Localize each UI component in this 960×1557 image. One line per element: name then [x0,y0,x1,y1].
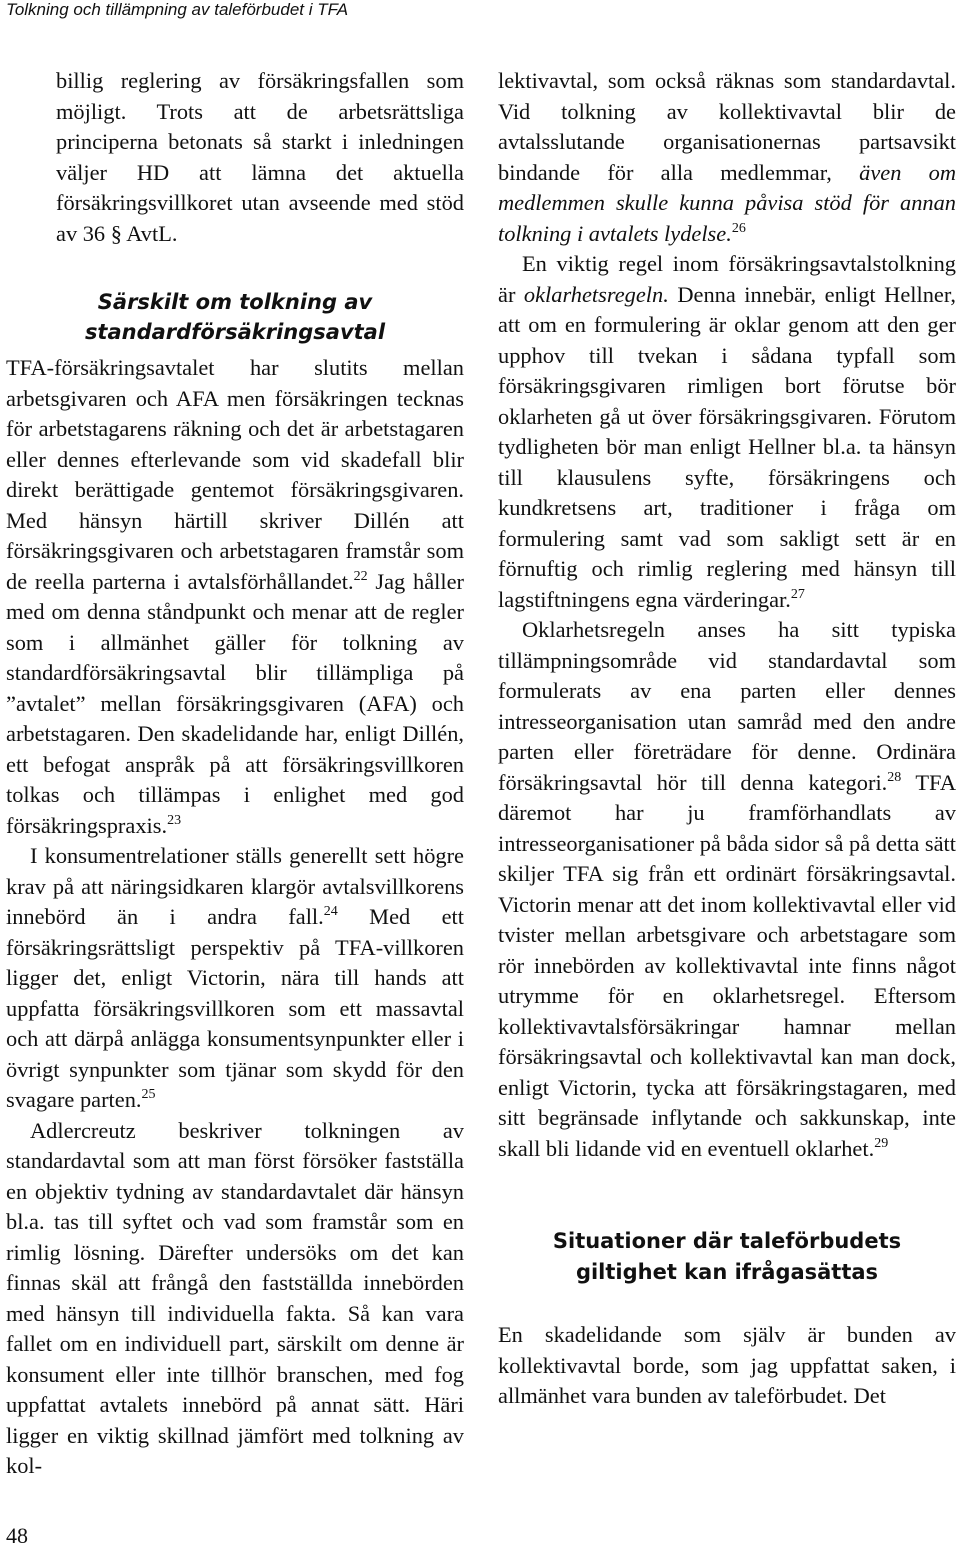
right-column [498,66,956,1412]
footnote-ref-27[interactable]: 27 [790,586,805,602]
right-paragraph-3 [498,615,956,1164]
section-heading-situations [498,1226,956,1288]
left-paragraph-2-text-b: Jag håller med om denna ståndpunkt och menar att de regler som i allmänhet gäller för tolkning av standardförsäkringsavtal blir tillämpliga på ”avtalet” mellan försäkringsgivaren (AFA) och arbetstagaren. Den skadelidande har, enligt Dillén, ett befogat anspråk på att försäkringsvillkoren tolkas och tillämpas i enlighet med god försäkringspraxis. [6,568,465,838]
right-paragraph-1 [498,66,956,249]
right-paragraph-2-text-a: En viktig regel inom försäkringsavtalstolkning är [498,251,956,307]
section-heading-line-2: giltighet kan ifrågasättas [575,1260,879,1284]
left-paragraph-3-text-b: Med ett försäkringsrättsligt perspektiv på TFA-villkoren ligger det, enligt Victorin, nära till hands att uppfatta försäkringsvillkoren som ett massavtal och att därpå anlägga konsumentsynpunkter eller i övrigt synpunkter som tjänar som skydd för den svagare parten. [6,904,464,1112]
section-heading-standard-insurance: Särskilt om tolkning av standardförsäkringsavtal [84,290,386,344]
left-paragraph-2-text-a: TFA-försäkringsavtalet har slutits mellan arbetsgivaren och AFA men försäkringen tecknas för arbetstagarens räkning och det är arbetstagaren eller dennes efterlevande som vid skadefall blir direkt berättigade gentemot försäkringsgivaren. Med hänsyn härtill skriver Dillén att försäkringsgivaren och arbetstagaren framstår som de reella parterna i avtalsförhållandet. [6,355,464,594]
footnote-ref-24[interactable]: 24 [323,904,338,919]
footnote-ref-26[interactable]: 26 [731,220,746,236]
right-paragraph-4: En skadelidande som själv är bunden av kollektivavtal borde, som jag uppfattat saken, i allmänhet vara bunden av taleförbudet. Det [498,1322,956,1408]
right-paragraph-3-text-a: Oklarhetsregeln anses ha sitt typiska tillämpningsområde vid standardavtal som formulerats av ena parten eller dennes intresseorganisation utan samråd med den andre parten eller företrädare för denne. Ordinära försäkringsavtal hör till denna kategori. [498,617,956,795]
left-paragraph-1: billig reglering av försäkringsfallen som möjligt. Trots att de arbetsrättsliga principerna betonats så starkt i inledningen väljer HD att lämna det aktuella försäkringsvillkoret utan avseende med stöd av 36 § AvtL. [56,68,464,246]
footnote-ref-29[interactable]: 29 [874,1135,889,1151]
footnote-ref-28[interactable]: 28 [887,769,902,785]
left-column [6,66,464,1482]
left-paragraph-3 [6,841,464,1116]
right-paragraph-2-text-b: Denna innebär, enligt Hellner, att om en formulering är oklar genom att den ger upphov till tvekan i sådana typfall som försäkringsgivaren rimligen bort förutse bör oklarheten gå ut över försäkringsgivaren. Förutom tydligheten bör man enligt Hellner bl.a. ta hänsyn till klausulens syfte, försäkringens och kundkretsens art, traditioner i fråga om formulering samt vad som sakligt sett är en förnuftig och rimlig reglering med hänsyn till lagstiftningens egna värderingar. [498,281,957,612]
oklarhetsregeln-term: oklarhetsregeln. [523,281,669,307]
right-paragraph-1-text: lektivavtal, som också räknas som standardavtal. Vid tolkning av kollektivavtal blir de avtalsslutande organisationernas partsavsikt bindande för alla medlemmar, [498,68,956,185]
left-paragraph-3-text-a: I konsumentrelationer ställs generellt sett högre krav på att näringsidkaren klargör avtalsvillkorens innebörd än i andra fall. [6,843,464,929]
page-number: 48 [6,1523,28,1548]
footnote-ref-23[interactable]: 23 [167,812,182,828]
left-paragraph-4: Adlercreutz beskriver tolkningen av standardavtal som att man först försöker fastställa en objektiv tydning av standardavtalet där hänsyn bl.a. tas till syftet och vad som framstår som en rimlig lösning. Därefter undersöks om det kan finnas skäl att frångå den fastställda innebörden med hänsyn till individuella fakta. Så kan vara fallet om en individuell part, särskilt om denne är konsument eller inte tillhör branschen, med fog uppfattat avtalets innebörd på annat sätt. Häri ligger en viktig skillnad jämfört med tolkning av kol- [6,1117,464,1478]
right-paragraph-2 [498,249,956,615]
running-head: Tolkning och tillämpning av taleförbudet i TFA [6,0,349,19]
footnote-ref-25[interactable]: 25 [141,1087,156,1102]
footnote-ref-22[interactable]: 22 [353,568,368,584]
left-paragraph-2 [6,353,464,841]
right-paragraph-3-text-b: TFA däremot har ju framförhandlats av intresseorganisationer på båda sidor så på detta sätt skiljer TFA sig från ett ordinärt försäkringsavtal. Victorin menar att det inom kollektivavtal eller vid tvister mellan arbetsgivare och arbetstagare som rör innebörden av kollektivavtal inte finns något utrymme för en oklarhetsregel. Eftersom kollektivavtalsförsäkringar hamnar mellan försäkringsavtal och kollektivavtal kan man dock, enligt Victorin, tycka att försäkringstagaren, med sitt begränsade inflytande och sakkunskap, inte skall bli lidande vid en eventuell oklarhet. [498,769,956,1161]
section-heading-line-1: Situationer där taleförbudets [552,1229,902,1253]
right-paragraph-1-emphasis: även om medlemmen skulle kunna påvisa stöd för annan tolkning i avtalets lydelse. [498,159,957,246]
